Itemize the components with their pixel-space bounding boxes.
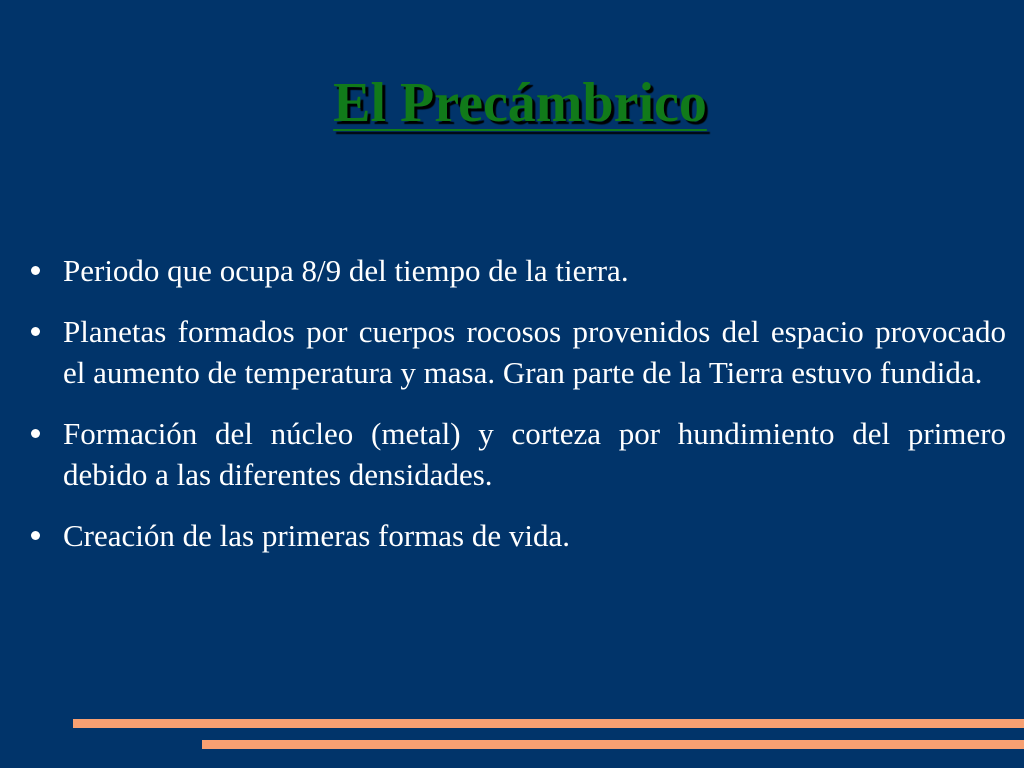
bullet-item (26, 250, 1006, 291)
bullet-item (26, 413, 1006, 495)
bullet-text: Creación de las primeras formas de vida. (63, 518, 571, 553)
bullet-dot-icon (31, 429, 40, 438)
bullet-dot-icon (31, 327, 40, 336)
bullet-list (26, 250, 1006, 576)
bullet-dot-icon (31, 531, 40, 540)
bullet-item (26, 311, 1006, 393)
slide-title: El Precámbrico (333, 72, 707, 134)
bullet-dot-icon (31, 266, 40, 275)
bullet-text: Periodo que ocupa 8/9 del tiempo de la tierra. (63, 253, 629, 288)
accent-line-top (73, 719, 1024, 728)
accent-line-bottom (202, 740, 1024, 749)
bullet-text: Planetas formados por cuerpos rocosos provenidos del espacio provocado el aumento de temperatura y masa. Gran parte de la Tierra estuvo fundida. (63, 314, 1006, 390)
bullet-item (26, 515, 1006, 556)
bullet-text: Formación del núcleo (metal) y corteza por hundimiento del primero debido a las diferentes densidades. (63, 416, 1006, 492)
